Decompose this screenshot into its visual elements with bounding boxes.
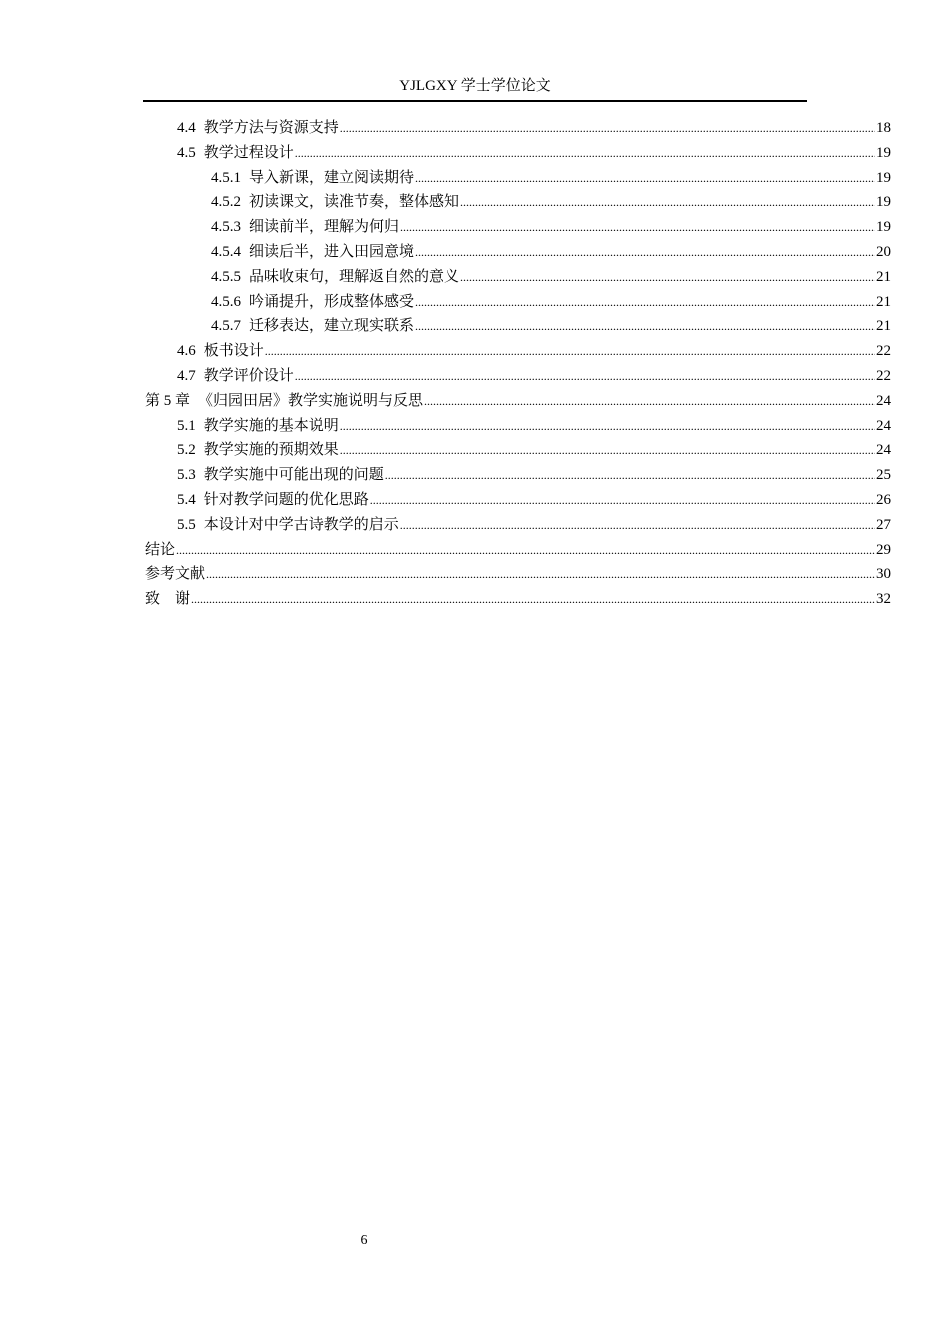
toc-entry-number: 4.5.7 <box>211 318 241 335</box>
toc-entry[interactable] <box>145 389 891 414</box>
toc-entry-title: 教学方法与资源支持 <box>203 120 339 136</box>
toc-entry-label <box>145 587 190 612</box>
toc-entry-number: 4.5.2 <box>211 194 241 211</box>
toc-entry-title: 致 谢 <box>145 591 191 608</box>
toc-entry-label <box>211 190 459 215</box>
toc-leader-dots <box>415 290 875 315</box>
toc-entry-title: 《归园田居》教学实施说明与反思 <box>198 392 424 409</box>
toc-entry-page: 22 <box>876 367 891 384</box>
toc-entry-title: 吟诵提升，形成整体感受 <box>249 293 415 310</box>
toc-entry-label <box>211 166 414 191</box>
toc-entry[interactable] <box>145 488 891 513</box>
toc-entry-number: 4.5.6 <box>211 293 241 310</box>
toc-entry-page: 19 <box>876 169 891 186</box>
toc-entry[interactable] <box>145 587 891 612</box>
toc-entry-title: 细读前半，理解为何归 <box>249 219 400 236</box>
toc-leader-dots <box>424 389 875 414</box>
toc-entry-title: 参考文献 <box>145 566 206 583</box>
toc-entry-number: 4.5.4 <box>211 243 241 260</box>
toc-entry-title: 初读课文，读准节奏，整体感知 <box>249 194 460 211</box>
toc-leader-dots <box>415 240 875 265</box>
toc-entry-number: 4.7 <box>177 367 196 384</box>
toc-entry-label <box>177 513 399 538</box>
toc-entry[interactable] <box>145 438 891 463</box>
toc-entry-page: 21 <box>876 293 891 310</box>
toc-entry-page: 19 <box>876 144 891 161</box>
toc-entry-title: 细读后半，进入田园意境 <box>249 243 415 260</box>
toc-entry-number: 4.5 <box>177 144 196 161</box>
toc-entry-number: 5.2 <box>177 442 196 459</box>
toc-entry[interactable] <box>145 141 891 166</box>
toc-entry-label <box>177 339 264 364</box>
toc-leader-dots <box>295 141 875 166</box>
toc-entry-label <box>211 240 414 265</box>
toc-entry-label <box>211 215 399 240</box>
table-of-contents <box>145 116 891 612</box>
header-rule <box>143 100 807 102</box>
toc-entry[interactable] <box>145 364 891 389</box>
toc-leader-dots <box>415 166 875 191</box>
toc-entry-label <box>145 389 423 414</box>
toc-entry[interactable] <box>145 562 891 587</box>
toc-entry-page: 30 <box>876 566 891 583</box>
toc-entry-title: 教学实施中可能出现的问题 <box>203 467 384 484</box>
toc-entry[interactable] <box>145 190 891 215</box>
toc-entry-title: 板书设计 <box>203 343 264 360</box>
toc-leader-dots <box>370 488 875 513</box>
toc-entry-label <box>177 116 339 141</box>
toc-entry-number: 4.4 <box>177 120 196 136</box>
toc-entry-page: 18 <box>876 120 891 136</box>
toc-entry-label <box>177 364 294 389</box>
toc-entry-title: 结论 <box>145 541 176 558</box>
toc-entry-label <box>177 141 294 166</box>
toc-entry-page: 32 <box>876 591 891 608</box>
toc-entry-page: 29 <box>876 541 891 558</box>
toc-entry-page: 21 <box>876 268 891 285</box>
toc-entry-page: 27 <box>876 516 891 533</box>
toc-entry-title: 教学实施的基本说明 <box>203 417 339 434</box>
toc-leader-dots <box>191 587 875 612</box>
toc-entry-page: 25 <box>876 467 891 484</box>
toc-entry[interactable] <box>145 463 891 488</box>
toc-leader-dots <box>415 314 875 339</box>
toc-entry[interactable] <box>145 513 891 538</box>
toc-leader-dots <box>265 339 875 364</box>
toc-leader-dots <box>206 562 875 587</box>
toc-leader-dots <box>340 438 875 463</box>
toc-entry-title: 本设计对中学古诗教学的启示 <box>203 516 399 533</box>
toc-entry-title: 品味收束句，理解返自然的意义 <box>249 268 460 285</box>
toc-entry-number: 5.5 <box>177 516 196 533</box>
toc-entry-label <box>211 265 459 290</box>
toc-entry[interactable] <box>145 265 891 290</box>
toc-entry-page: 19 <box>876 219 891 236</box>
toc-entry-page: 24 <box>876 442 891 459</box>
toc-entry-label <box>177 463 384 488</box>
toc-entry-title: 导入新课，建立阅读期待 <box>249 169 415 186</box>
toc-entry[interactable] <box>145 290 891 315</box>
toc-entry-page: 21 <box>876 318 891 335</box>
toc-entry-label <box>177 488 369 513</box>
toc-entry-label <box>211 314 414 339</box>
page-number: 6 <box>360 1233 368 1248</box>
toc-entry-number: 5.4 <box>177 491 196 508</box>
toc-entry-number: 5.1 <box>177 417 196 434</box>
toc-leader-dots <box>400 215 875 240</box>
toc-entry[interactable] <box>145 339 891 364</box>
toc-entry-label <box>177 438 339 463</box>
toc-entry-number: 4.5.5 <box>211 268 241 285</box>
toc-entry-label <box>145 562 205 587</box>
toc-entry-number: 4.5.1 <box>211 169 241 186</box>
toc-entry-title: 教学过程设计 <box>203 144 294 161</box>
toc-entry-title: 教学评价设计 <box>203 367 294 384</box>
toc-entry-title: 教学实施的预期效果 <box>203 442 339 459</box>
toc-entry-number: 第 5 章 <box>145 392 191 409</box>
toc-entry-page: 20 <box>876 243 891 260</box>
toc-leader-dots <box>295 364 875 389</box>
toc-entry-title: 迁移表达，建立现实联系 <box>249 318 415 335</box>
toc-entry-label <box>177 414 339 439</box>
toc-entry[interactable] <box>145 166 891 191</box>
toc-leader-dots <box>400 513 875 538</box>
toc-entry[interactable] <box>145 240 891 265</box>
toc-entry[interactable] <box>145 215 891 240</box>
toc-entry-page: 26 <box>876 491 891 508</box>
toc-entry-number: 4.5.3 <box>211 219 241 236</box>
toc-leader-dots <box>176 538 875 563</box>
toc-entry[interactable] <box>145 414 891 439</box>
page-header: YJLGXY 学士学位论文 <box>399 78 551 94</box>
toc-leader-dots <box>340 116 875 141</box>
toc-leader-dots <box>460 190 875 215</box>
toc-leader-dots <box>340 414 875 439</box>
toc-entry-number: 4.6 <box>177 343 196 360</box>
toc-entry[interactable] <box>145 314 891 339</box>
toc-leader-dots <box>385 463 875 488</box>
toc-leader-dots <box>460 265 875 290</box>
toc-entry-label <box>145 538 175 563</box>
toc-entry-number: 5.3 <box>177 467 196 484</box>
toc-entry-page: 24 <box>876 392 891 409</box>
toc-entry[interactable] <box>145 538 891 563</box>
toc-entry-label <box>211 290 414 315</box>
toc-entry-page: 22 <box>876 343 891 360</box>
toc-entry-title: 针对教学问题的优化思路 <box>203 491 369 508</box>
toc-entry[interactable] <box>145 116 891 141</box>
toc-entry-page: 24 <box>876 417 891 434</box>
toc-entry-page: 19 <box>876 194 891 211</box>
